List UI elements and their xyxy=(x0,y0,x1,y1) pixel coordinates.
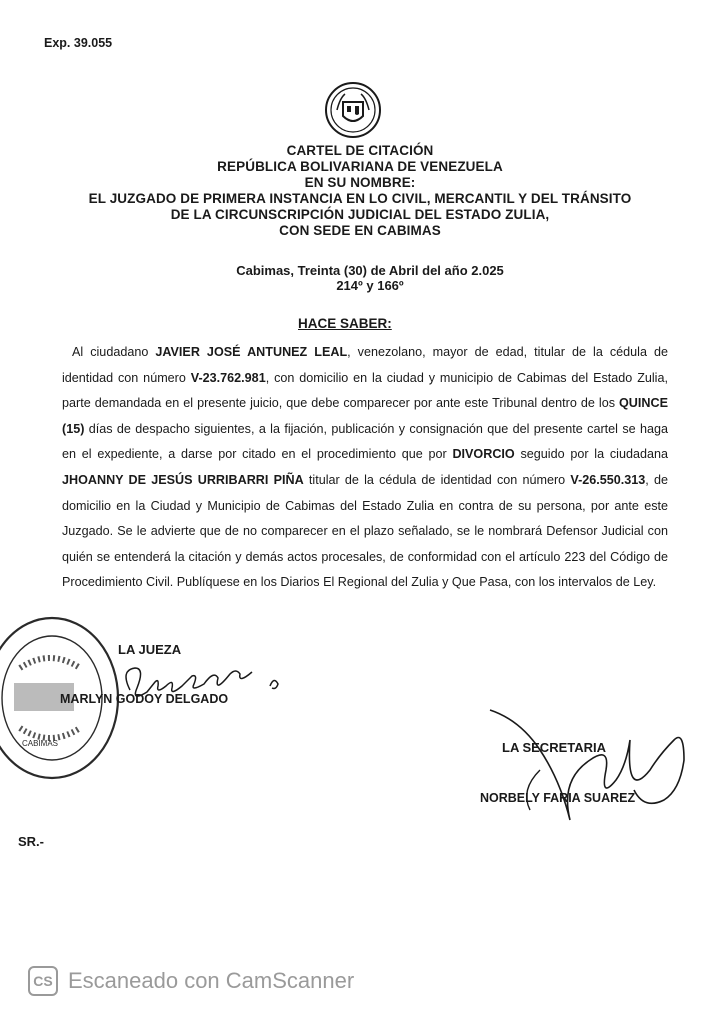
document-header xyxy=(40,143,680,239)
stamp-city: CABIMAS xyxy=(22,739,59,748)
plaintiff-id: V-26.550.313 xyxy=(570,472,646,487)
camscanner-text: Escaneado con CamScanner xyxy=(68,968,355,993)
date-line: Cabimas, Treinta (30) de Abril del año 2.025 xyxy=(236,263,504,278)
sr-addressee: SR.- xyxy=(18,834,44,849)
header-line-seat: CON SEDE EN CABIMAS xyxy=(279,223,441,238)
header-line-title: CARTEL DE CITACIÓN xyxy=(286,143,434,158)
body-text-2: , venezolano, mayor de edad, titular de la cédula de identidad con número xyxy=(62,345,668,385)
secretaria-name: NORBELY FARIA SUAREZ xyxy=(480,791,636,805)
header-line-nombre: EN SU NOMBRE: xyxy=(304,175,416,190)
court-seal-icon xyxy=(323,80,383,140)
body-text-3: , con domicilio en la ciudad y municipio de Cabimas del Estado Zulia, parte demandada en el presente juicio, que debe comparecer por ante este Tribunal dentro de los xyxy=(62,370,668,411)
body-text-4: días de despacho siguientes, a la fijación, publicación y consignación que del presente cartel se haga en el expediente, a darse por citado en el procedimiento que por xyxy=(62,421,668,462)
days-count: QUINCE (15) xyxy=(62,396,668,436)
body-text-1: Al ciudadano xyxy=(72,345,156,359)
secretaria-signature xyxy=(480,700,700,840)
jueza-label: LA JUEZA xyxy=(118,642,182,657)
header-line-republic: REPÚBLICA BOLIVARIANA DE VENEZUELA xyxy=(217,159,503,174)
date-block xyxy=(40,263,700,293)
expediente-number: Exp. 39.055 xyxy=(44,36,113,50)
secretaria-label: LA SECRETARIA xyxy=(502,740,606,755)
hace-saber-heading: HACE SABER: xyxy=(298,316,392,331)
procedure-type: DIVORCIO xyxy=(452,447,515,462)
jueza-name: MARLYN GODOY DELGADO xyxy=(60,692,229,706)
defendant-name: JAVIER JOSÉ ANTUNEZ LEAL xyxy=(155,345,348,359)
years-line: 214º y 166º xyxy=(336,278,404,293)
plaintiff-name: JHOANNY DE JESÚS URRIBARRI PIÑA xyxy=(62,472,304,487)
defendant-id: V-23.762.981 xyxy=(190,370,266,385)
body-text-5: seguido por la ciudadana xyxy=(514,447,668,462)
body-text-6: titular de la cédula de identidad con número xyxy=(303,472,571,487)
camscanner-watermark xyxy=(28,966,354,996)
header-line-court: EL JUZGADO DE PRIMERA INSTANCIA EN LO CIVIL, MERCANTIL Y DEL TRÁNSITO xyxy=(88,191,632,206)
body-text-7: , de domicilio en la Ciudad y Municipio de Cabimas del Estado Zulia en contra de su persona, por ante este Juzgado. Se le advierte que de no comparecer en el plazo señalado, se le nombrará Defensor Judicial con quién se entenderá la citación y demás actos procesales, de conformidad con el artículo 223 del Código de Procedimiento Civil. Publíquese en los Diarios El Regional del Zulia y Que Pasa, con los intervalos de Ley. xyxy=(62,472,669,590)
header-line-jurisdiction: DE LA CIRCUNSCRIPCIÓN JUDICIAL DEL ESTADO ZULIA, xyxy=(170,207,550,222)
camscanner-logo-icon: CS xyxy=(28,966,58,996)
citation-body xyxy=(62,340,668,596)
